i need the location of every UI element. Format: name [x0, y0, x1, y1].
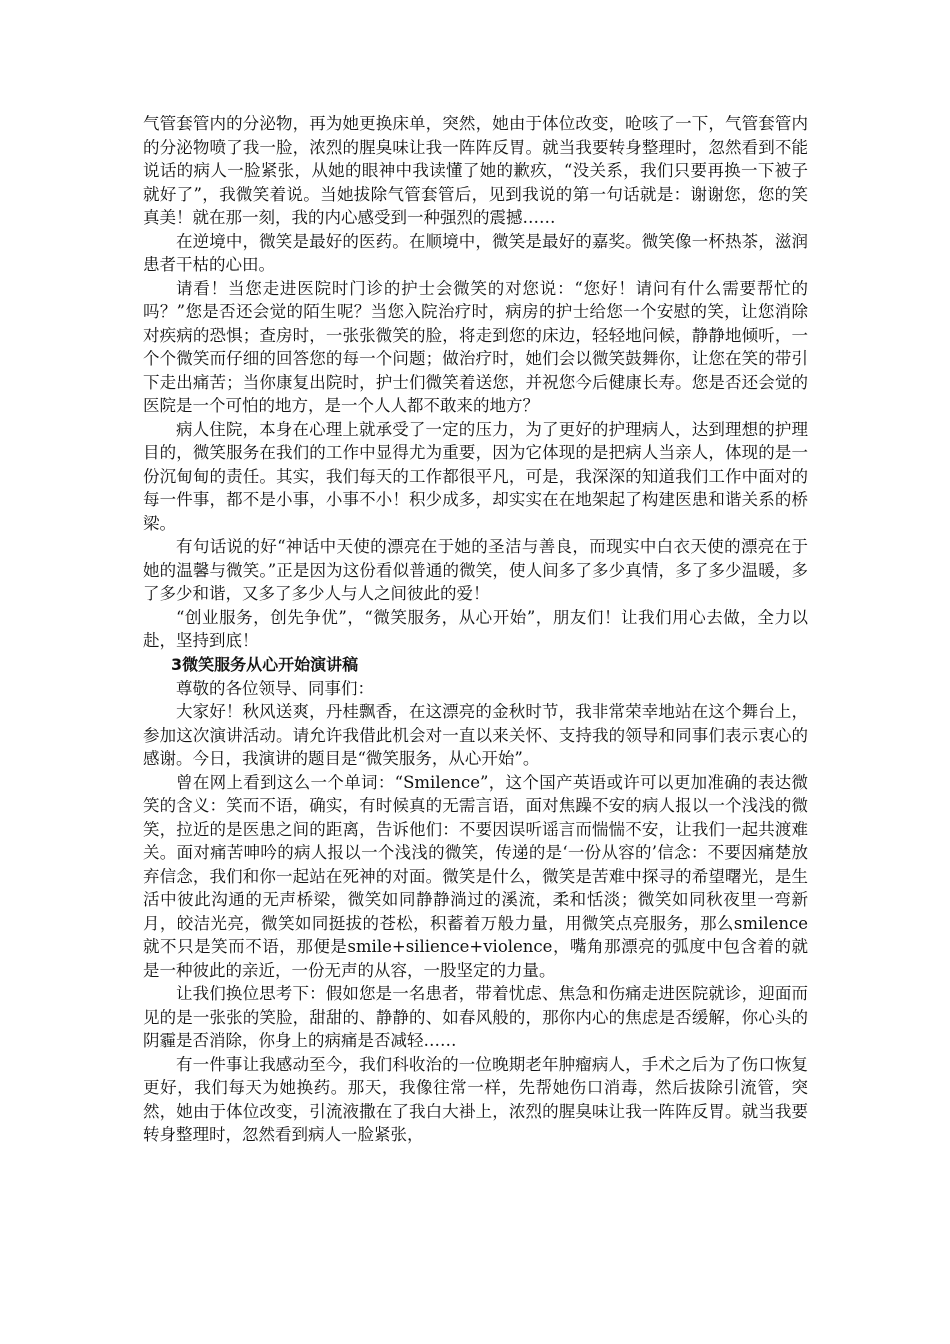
- salutation: 尊敬的各位领导、同事们：: [176, 678, 374, 698]
- paragraph: 让我们换位思考下：假如您是一名患者，带着忧虑、焦急和伤痛走进医院就诊，迎面而见的是一张张的笑脸，甜甜的、静静的、如春风般的，那你内心的焦虑是否缓解，你心头的阴霾是否消除，你身上的病痛是否减轻……: [143, 984, 808, 1050]
- paragraph: 曾在网上看到这么一个单词：“Smilence”，这个国产英语或许可以更加准确的表达微笑的含义：笑而不语，确实，有时候真的无需言语，面对焦躁不安的病人报以一个浅浅的微笑，拉近的是医患之间的距离，告诉他们：不要因误听谣言而惴惴不安，让我们一起共渡难关。面对痛苦呻吟的病人报以一个浅浅的微笑，传递的是‘一份从容的’信念：不要因痛楚放弃信念，我们和你一起站在死神的对面。微笑是什么，微笑是苦难中探寻的希望曙光，是生活中彼此沟通的无声桥梁，微笑如同静静淌过的溪流，柔和恬淡；微笑如同秋夜里一弯新月，皎洁光亮，微笑如同挺拔的苍松，积蓄着万般力量，用微笑点亮服务，那么smilence就不只是笑而不语，那便是smile+silience+violence，嘴角那漂亮的弧度中包含着的就是一种彼此的亲近，一份无声的从容，一股坚定的力量。: [143, 772, 808, 980]
- paragraph: 有句话说的好“神话中天使的漂亮在于她的圣洁与善良，而现实中白衣天使的漂亮在于她的温馨与微笑。”正是因为这份看似普通的微笑，使人间多了多少真情，多了多少温暖，多了多少和谐，又多了多少人与人之间彼此的爱！: [143, 537, 808, 603]
- paragraph: 大家好！秋风送爽，丹桂飘香，在这漂亮的金秋时节，我非常荣幸地站在这个舞台上，参加这次演讲活动。请允许我借此机会对一直以来关怀、支持我的领导和同事们表示衷心的感谢。今日，我演讲的题目是“微笑服务，从心开始”。: [143, 702, 808, 768]
- paragraph: 病人住院，本身在心理上就承受了一定的压力，为了更好的护理病人，达到理想的护理目的，微笑服务在我们的工作中显得尤为重要，因为它体现的是把病人当亲人，体现的是一份沉甸甸的责任。其实，我们每天的工作都很平凡，可是，我深深的知道我们工作中面对的每一件事，都不是小事，小事不小！积少成多，却实实在在地架起了构建医患和谐关系的桥梁。: [143, 419, 808, 533]
- paragraph: “创业服务，创先争优”，“微笑服务，从心开始”，朋友们！让我们用心去做，全力以赴，坚持到底！: [143, 607, 808, 650]
- section-heading: 3微笑服务从心开始演讲稿: [171, 654, 359, 674]
- document-page: [143, 112, 808, 1147]
- paragraph: 请看！当您走进医院时门诊的护士会微笑的对您说：“您好！请问有什么需要帮忙的吗？”您是否还会觉的陌生呢？当您入院治疗时，病房的护士给您一个安慰的笑，让您消除对疾病的恐惧；查房时，一张张微笑的脸，将走到您的床边，轻轻地问候，静静地倾听，一个个微笑而仔细的回答您的每一个问题；做治疗时，她们会以微笑鼓舞你，让您在笑的带引下走出痛苦；当你康复出院时，护士们微笑着送您，并祝您今后健康长寿。您是否还会觉的医院是一个可怕的地方，是一个人人都不敢来的地方？: [143, 278, 808, 415]
- paragraph: 有一件事让我感动至今，我们科收治的一位晚期老年肿瘤病人，手术之后为了伤口恢复更好，我们每天为她换药。那天，我像往常一样，先帮她伤口消毒，然后拔除引流管，突然，她由于体位改变，引流液撒在了我白大褂上，浓烈的腥臭味让我一阵阵反胃。就当我要转身整理时，忽然看到病人一脸紧张，: [143, 1054, 808, 1144]
- paragraph: 气管套管内的分泌物，再为她更换床单，突然，她由于体位改变，呛咳了一下，气管套管内的分泌物喷了我一脸，浓烈的腥臭味让我一阵阵反胃。就当我要转身整理时，忽然看到不能说话的病人一脸紧张，从她的眼神中我读懂了她的歉疚，“没关系，我们只要再换一下被子就好了”，我微笑着说。当她拔除气管套管后，见到我说的第一句话就是：谢谢您，您的笑真美！就在那一刻，我的内心感受到一种强烈的震撼……: [143, 114, 808, 227]
- paragraph: 在逆境中，微笑是最好的医药。在顺境中，微笑是最好的嘉奖。微笑像一杯热茶，滋润患者干枯的心田。: [143, 231, 808, 274]
